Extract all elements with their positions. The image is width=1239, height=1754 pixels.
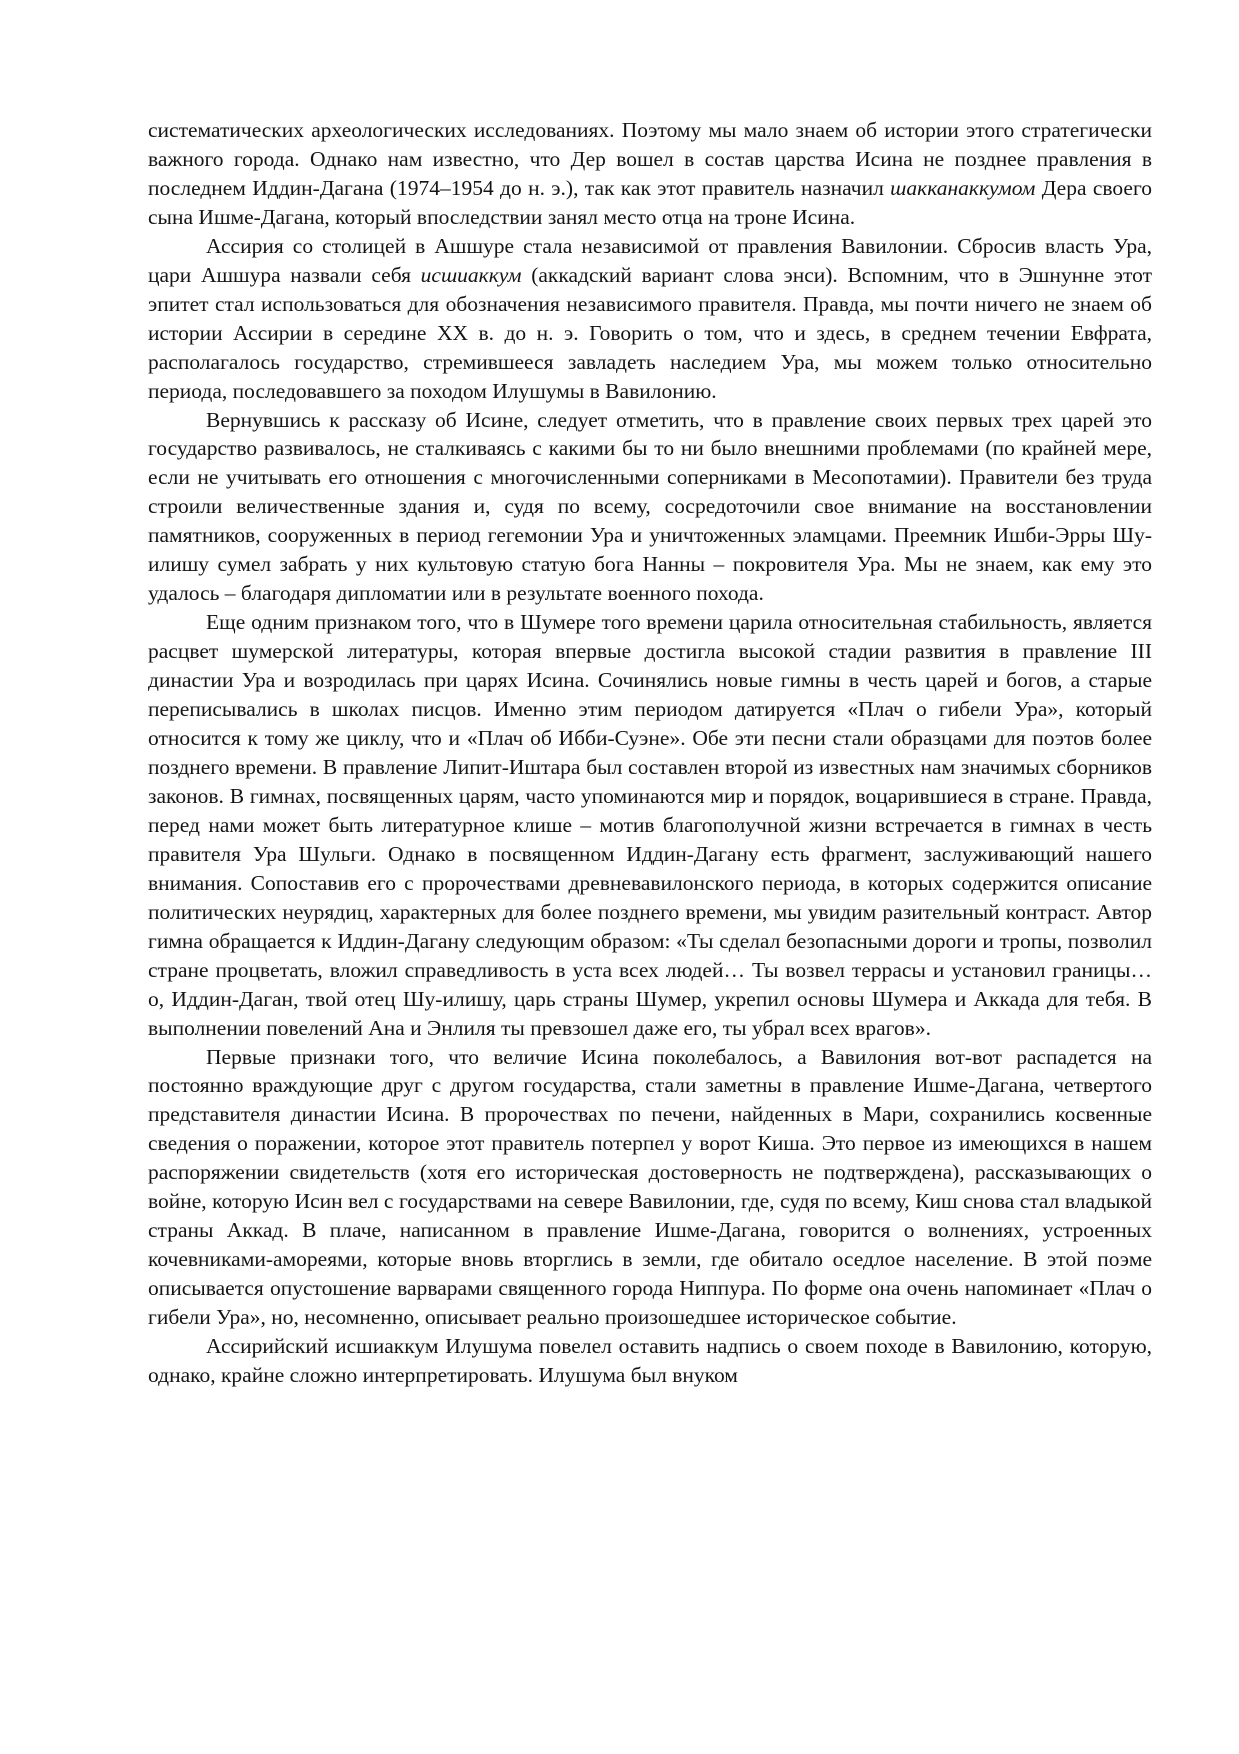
paragraph-text: Вернувшись к рассказу об Исине, следует отметить, что в правление своих первых трех царей это государство развивалось, не сталкиваясь с какими бы то ни было внешними проблемами (по крайней мере, если не учитывать его отношения с многочисленными соперниками в Месопотамии). Правители без труда строили величественные здания и, судя по всему, сосредоточили свое внимание на восстановлении памятников, сооруженных в период гегемонии Ура и уничтоженных эламцами. Преемник Ишби-Эрры Шу-илишу сумел забрать у них культовую статую бога Нанны – покровителя Ура. Мы не знаем, как ему это удалось – благодаря дипломатии или в результате военного похода. <box>148 407 1152 606</box>
paragraph-text: Еще одним признаком того, что в Шумере того времени царила относительная стабильность, является расцвет шумерской литературы, которая впервые достигла высокой стадии развития в правление III династии Ура и возродилась при царях Исина. Сочинялись новые гимны в честь царей и богов, а старые переписывались в школах писцов. Именно этим периодом датируется «Плач о гибели Ура», который относится к тому же циклу, что и «Плач об Ибби-Суэне». Обе эти песни стали образцами для поэтов более позднего времени. В правление Липит-Иштара был составлен второй из известных нам значимых сборников законов. В гимнах, посвященных царям, часто упоминаются мир и порядок, воцарившиеся в стране. Правда, перед нами может быть литературное клише – мотив благополучной жизни встречается в гимнах в честь правителя Ура Шульги. Однако в посвященном Иддин-Дагану есть фрагмент, заслуживающий нашего внимания. Сопоставив его с пророчествами древневавилонского периода, в которых содержится описание политических неурядиц, характерных для более позднего времени, мы увидим разительный контраст. Автор гимна обращается к Иддин-Дагану следующим образом: «Ты сделал безопасными дороги и тропы, позволил стране процветать, вложил справедливость в уста всех людей… Ты возвел террасы и установил границы… о, Иддин-Даган, твой отец Шу-илишу, царь страны Шумер, укрепил основы Шумера и Аккада для тебя. В выполнении повелений Ана и Энлиля ты превзошел даже его, ты убрал всех врагов». <box>148 610 1152 1040</box>
paragraph <box>148 1043 1152 1333</box>
paragraph <box>148 116 1152 232</box>
paragraph-text: систематических археологических исследованиях. Поэтому мы мало знаем об истории этого стратегически важного города. Однако нам известно, что Дер вошел в состав царства Исина не позднее правления в последнем Иддин-Дагана (1974–1954 до н. э.), так как этот правитель назначил <box>148 118 1152 200</box>
paragraph-text: Дера своего сына Ишме-Дагана, который впоследствии занял место отца на троне Исина. <box>148 175 1152 229</box>
paragraph-text: (аккадский вариант слова энси). Вспомним, что в Эшнунне этот эпитет стал использоваться для обозначения независимого правителя. Правда, мы почти ничего не знаем об истории Ассирии в середине XX в. до н. э. Говорить о том, что и здесь, в среднем течении Евфрата, располагалось государство, стремившееся завладеть наследием Ура, мы можем только относительно периода, последовавшего за походом Илушумы в Вавилонию. <box>148 262 1152 403</box>
italic-term: шакканаккумом <box>890 175 1036 200</box>
paragraph <box>148 406 1152 609</box>
paragraph-text: Первые признаки того, что величие Исина поколебалось, а Вавилония вот-вот распадется на постоянно враждующие друг с другом государства, стали заметны в правление Ишме-Дагана, четвертого представителя династии Исина. В пророчествах по печени, найденных в Мари, сохранились косвенные сведения о поражении, которое этот правитель потерпел у ворот Киша. Это первое из имеющихся в нашем распоряжении свидетельств (хотя его историческая достоверность не подтверждена), рассказывающих о войне, которую Исин вел с государствами на севере Вавилонии, где, судя по всему, Киш снова стал владыкой страны Аккад. В плаче, написанном в правление Ишме-Дагана, говорится о волнениях, устроенных кочевниками-амореями, которые вновь вторглись в земли, где обитало оседлое население. В этой поэме описывается опустошение варварами священного города Ниппура. По форме она очень напоминает «Плач о гибели Ура», но, несомненно, описывает реально произошедшее историческое событие. <box>148 1044 1152 1330</box>
italic-term: иcшиаккум <box>420 262 522 287</box>
paragraph <box>148 232 1152 406</box>
paragraph-text: Ассирия со столицей в Ашшуре стала независимой от правления Вавилонии. Сбросив власть Ура, цари Ашшура назвали себя <box>148 233 1152 287</box>
paragraph <box>148 1332 1152 1390</box>
paragraph-text: Ассирийский исшиаккум Илушума повелел оставить надпись о своем походе в Вавилонию, которую, однако, крайне сложно интерпретировать. Илушума был внуком <box>148 1334 1152 1387</box>
paragraph <box>148 608 1152 1042</box>
document-page <box>148 116 1152 1390</box>
